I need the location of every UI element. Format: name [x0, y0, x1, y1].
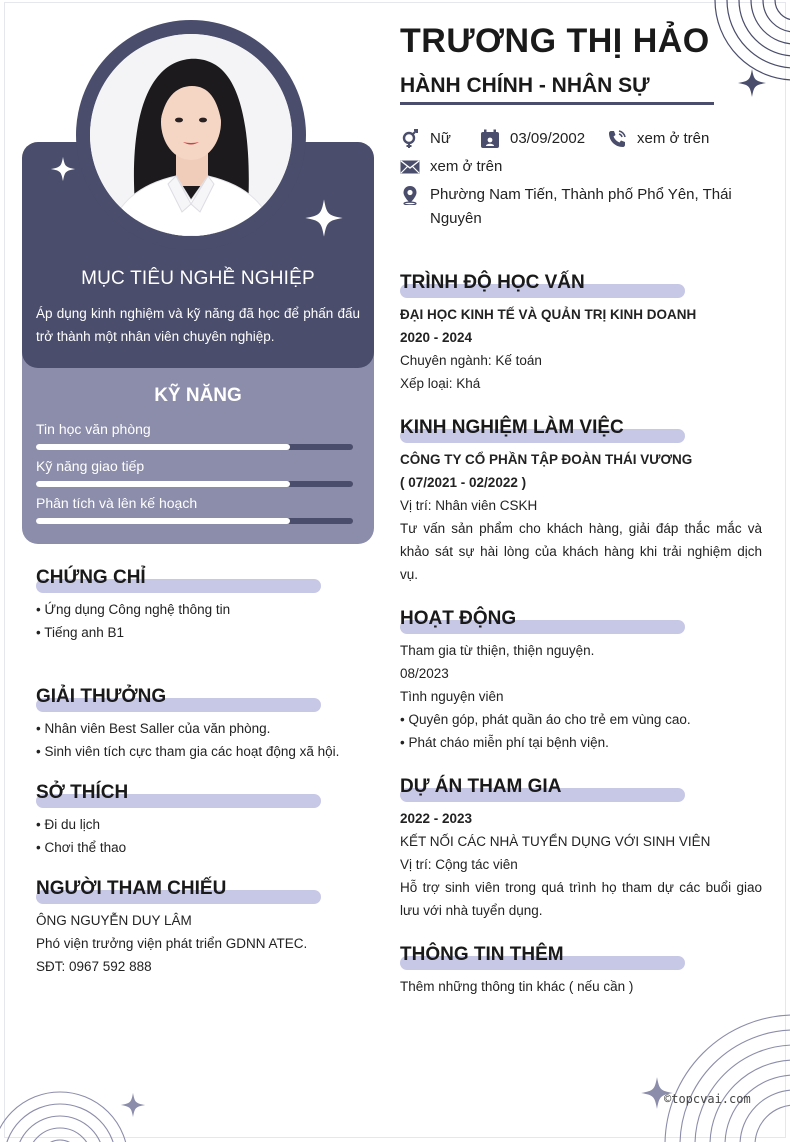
projects-section [400, 775, 762, 922]
candidate-name: TRƯƠNG THỊ HẢO [400, 22, 710, 60]
gender-value: Nữ [430, 130, 451, 147]
sparkle-icon [737, 68, 767, 98]
birthday-info [480, 127, 585, 151]
location-pin-icon [400, 185, 420, 205]
activities-section [400, 607, 762, 754]
list-item: • Nhân viên Best Saller của văn phòng. [36, 721, 271, 736]
sparkle-icon [304, 198, 344, 238]
envelope-icon [400, 157, 420, 177]
address-line: Phường Nam Tiến, Thành phố Phổ Yên, Thái [430, 186, 732, 203]
skill-bar-fill [36, 481, 290, 487]
skill-bar-track [36, 518, 353, 524]
experience-period: ( 07/2021 - 02/2022 ) [400, 475, 527, 490]
skill-label: Phân tích và lên kế hoạch [36, 495, 198, 511]
objective-title: MỤC TIÊU NGHỀ NGHIỆP [81, 268, 315, 289]
certificates-title: CHỨNG CHỈ [36, 567, 146, 588]
experience-position: Vị trí: Nhân viên CSKH [400, 498, 538, 513]
references-title: NGƯỜI THAM CHIẾU [36, 878, 227, 899]
references-section [36, 877, 366, 978]
skill-bar-track [36, 444, 353, 450]
skill-item [36, 420, 353, 450]
awards-title: GIẢI THƯỞNG [36, 686, 167, 707]
sparkle-icon [50, 156, 76, 182]
company-name: CÔNG TY CỔ PHẦN TẬP ĐOÀN THÁI VƯƠNG [400, 452, 693, 467]
title-underline [400, 102, 714, 105]
education-title: TRÌNH ĐỘ HỌC VẤN [400, 272, 585, 293]
education-major: Chuyên ngành: Kế toán [400, 353, 542, 368]
list-item: • Chơi thể thao [36, 840, 127, 855]
reference-name: ÔNG NGUYỄN DUY LÂM [36, 913, 192, 928]
gender-icon [400, 129, 420, 149]
projects-title: DỰ ÁN THAM GIA [400, 776, 562, 797]
project-name: KẾT NỐI CÁC NHÀ TUYỂN DỤNG VỚI SINH VIÊN [400, 834, 711, 849]
hobbies-title: SỞ THÍCH [36, 782, 129, 803]
email-value: xem ở trên [430, 158, 503, 175]
list-item: • Quyên góp, phát quần áo cho trẻ em vùng cao. [400, 712, 691, 727]
reference-phone: SĐT: 0967 592 888 [36, 959, 152, 974]
skill-item [36, 457, 353, 487]
skills-title: KỸ NĂNG [154, 385, 242, 406]
project-period: 2022 - 2023 [400, 811, 473, 826]
skill-label: Kỹ năng giao tiếp [36, 458, 145, 474]
activities-title: HOẠT ĐỘNG [400, 608, 517, 629]
hobbies-section [36, 781, 356, 859]
extra-info-text: Thêm những thông tin khác ( nếu cần ) [400, 979, 634, 994]
address-line: Nguyên [430, 210, 482, 227]
experience-section [400, 416, 762, 586]
phone-icon [607, 129, 627, 149]
objective-text: Áp dụng kinh nghiệm và kỹ năng đã học để phấn đấu trở thành một nhân viên chuyên nghiệp. [36, 306, 360, 344]
reference-position: Phó viện trưởng viện phát triển GDNN ATEC. [36, 936, 308, 951]
skill-bar-track [36, 481, 353, 487]
project-description: Hỗ trợ sinh viên trong quá trình họ tham dự các buổi giao lưu với nhà tuyển dụng. [400, 880, 762, 918]
list-item: • Đi du lịch [36, 817, 100, 832]
project-position: Vị trí: Cộng tác viên [400, 857, 518, 872]
skill-bar-fill [36, 518, 290, 524]
sparkle-icon [120, 1092, 146, 1118]
skill-item [36, 494, 353, 524]
address-info [400, 183, 760, 231]
list-item: • Sinh viên tích cực tham gia các hoạt động xã hội. [36, 744, 340, 759]
extra-info-title: THÔNG TIN THÊM [400, 944, 564, 965]
decorative-rings-bottom-left [0, 1060, 140, 1142]
job-title: HÀNH CHÍNH - NHÂN SỰ [400, 74, 650, 97]
phone-info [607, 127, 709, 151]
activity-role: Tình nguyện viên [400, 689, 504, 704]
experience-description: Tư vấn sản phẩm cho khách hàng, giải đáp thắc mắc và khảo sát sự hài lòng của khách hàng khi trải nghiệm dịch vụ. [400, 521, 762, 582]
education-period: 2020 - 2024 [400, 330, 473, 345]
activity-date: 08/2023 [400, 666, 449, 681]
list-item: • Tiếng anh B1 [36, 625, 125, 640]
skill-bar-fill [36, 444, 290, 450]
gender-info [400, 127, 451, 151]
calendar-icon [480, 129, 500, 149]
school-name: ĐẠI HỌC KINH TẾ VÀ QUẢN TRỊ KINH DOANH [400, 307, 697, 322]
experience-title: KINH NGHIỆM LÀM VIỆC [400, 417, 624, 438]
list-item: • Ứng dụng Công nghệ thông tin [36, 602, 231, 617]
phone-value: xem ở trên [637, 130, 710, 147]
education-grade: Xếp loại: Khá [400, 376, 481, 391]
email-info [400, 155, 502, 179]
avatar [90, 34, 292, 236]
watermark: ©topcvai.com [664, 1092, 751, 1106]
skill-label: Tin học văn phòng [36, 421, 151, 437]
extra-info-section [400, 943, 762, 998]
activity-line: Tham gia từ thiện, thiện nguyện. [400, 643, 595, 658]
awards-section [36, 685, 366, 763]
birthday-value: 03/09/2002 [510, 130, 586, 147]
certificates-section [36, 566, 356, 644]
education-section [400, 271, 762, 395]
list-item: • Phát cháo miễn phí tại bệnh viện. [400, 735, 609, 750]
